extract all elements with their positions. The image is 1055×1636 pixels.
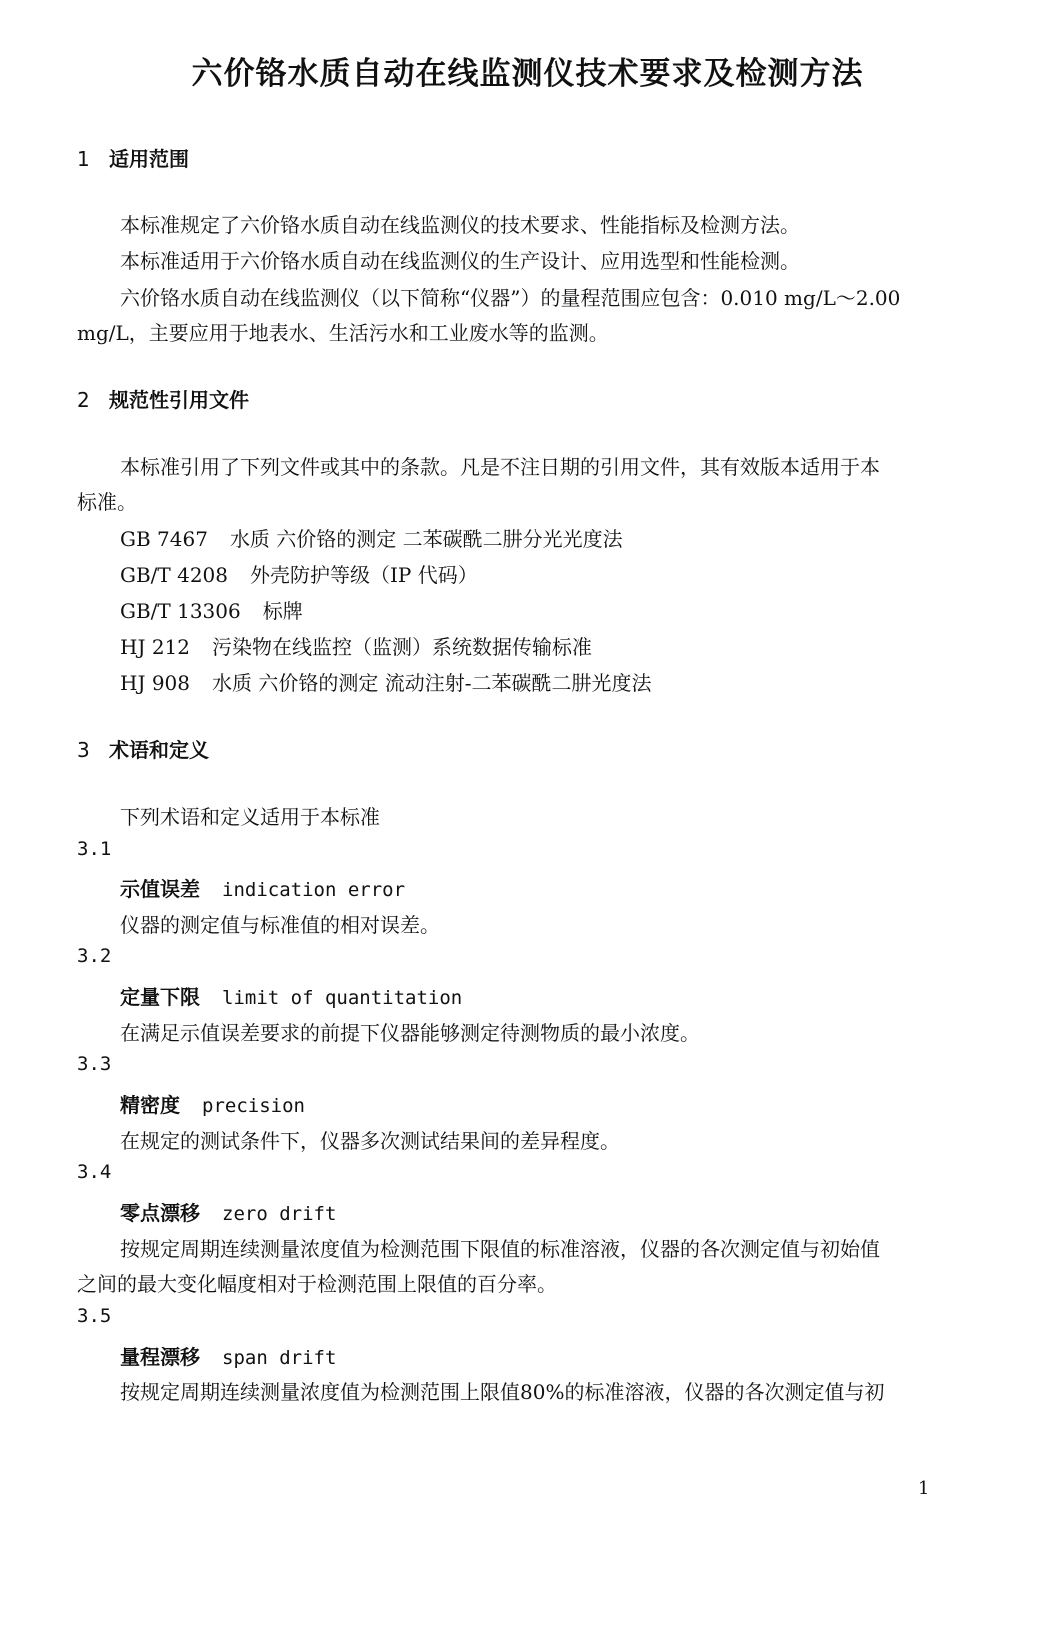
reference-item bbox=[120, 667, 651, 696]
reference-code: HJ 212 bbox=[120, 635, 190, 659]
section-title: 术语和定义 bbox=[109, 738, 209, 762]
reference-code: GB 7467 bbox=[120, 527, 208, 551]
term-cn: 量程漂移 bbox=[120, 1345, 200, 1369]
document-title: 六价铬水质自动在线监测仪技术要求及检测方法 bbox=[191, 56, 864, 92]
section-heading-2 bbox=[77, 384, 249, 413]
reference-item bbox=[120, 631, 592, 660]
term-definition: 按规定周期连续测量浓度值为检测范围下限值的标准溶液，仪器的各次测定值与初始值 bbox=[120, 1237, 880, 1261]
term-en: indication error bbox=[222, 879, 406, 901]
reference-name: 外壳防护等级（IP 代码） bbox=[250, 563, 478, 587]
section-number: 3 bbox=[77, 738, 90, 762]
paragraph: mg/L，主要应用于地表水、生活污水和工业废水等的监测。 bbox=[77, 321, 609, 345]
paragraph: 本标准引用了下列文件或其中的条款。凡是不注日期的引用文件，其有效版本适用于本 bbox=[120, 455, 880, 479]
term-en: limit of quantitation bbox=[222, 987, 463, 1009]
term-number: 3.4 bbox=[77, 1161, 112, 1183]
term-cn: 定量下限 bbox=[120, 985, 200, 1009]
reference-name: 水质 六价铬的测定 流动注射-二苯碳酰二肼光度法 bbox=[212, 671, 652, 695]
term-cn: 示值误差 bbox=[120, 877, 200, 901]
paragraph: 本标准规定了六价铬水质自动在线监测仪的技术要求、性能指标及检测方法。 bbox=[120, 213, 800, 237]
term-heading bbox=[120, 1341, 336, 1370]
term-number: 3.5 bbox=[77, 1305, 112, 1327]
reference-code: GB/T 13306 bbox=[120, 599, 241, 623]
reference-code: HJ 908 bbox=[120, 671, 190, 695]
reference-name: 标牌 bbox=[262, 599, 303, 623]
paragraph: 下列术语和定义适用于本标准 bbox=[120, 805, 380, 829]
paragraph: 六价铬水质自动在线监测仪（以下简称“仪器”）的量程范围应包含：0.010 mg/L～2.00 bbox=[120, 286, 901, 310]
term-definition: 在满足示值误差要求的前提下仪器能够测定待测物质的最小浓度。 bbox=[120, 1021, 700, 1045]
term-definition: 按规定周期连续测量浓度值为检测范围上限值80%的标准溶液，仪器的各次测定值与初 bbox=[120, 1380, 885, 1404]
term-number: 3.2 bbox=[77, 945, 112, 967]
section-number: 1 bbox=[77, 147, 90, 171]
section-heading-3 bbox=[77, 734, 209, 763]
reference-item bbox=[120, 595, 303, 624]
term-en: zero drift bbox=[222, 1203, 337, 1225]
reference-name: 污染物在线监控（监测）系统数据传输标准 bbox=[212, 635, 592, 659]
term-heading bbox=[120, 1197, 336, 1226]
term-en: precision bbox=[202, 1095, 305, 1117]
term-number: 3.1 bbox=[77, 838, 112, 860]
reference-name: 水质 六价铬的测定 二苯碳酰二肼分光光度法 bbox=[229, 527, 623, 551]
section-title: 规范性引用文件 bbox=[109, 388, 249, 412]
section-heading-1 bbox=[77, 143, 189, 172]
term-definition: 在规定的测试条件下，仪器多次测试结果间的差异程度。 bbox=[120, 1129, 620, 1153]
term-heading bbox=[120, 1089, 305, 1118]
reference-item bbox=[120, 559, 478, 588]
term-cn: 精密度 bbox=[120, 1093, 180, 1117]
paragraph: 标准。 bbox=[77, 490, 137, 514]
section-number: 2 bbox=[77, 388, 90, 412]
term-en: span drift bbox=[222, 1347, 337, 1369]
term-definition: 仪器的测定值与标准值的相对误差。 bbox=[120, 913, 440, 937]
term-number: 3.3 bbox=[77, 1053, 112, 1075]
term-cn: 零点漂移 bbox=[120, 1201, 200, 1225]
page-number: 1 bbox=[918, 1478, 930, 1499]
paragraph: 本标准适用于六价铬水质自动在线监测仪的生产设计、应用选型和性能检测。 bbox=[120, 249, 800, 273]
term-heading bbox=[120, 873, 405, 902]
section-title: 适用范围 bbox=[109, 147, 189, 171]
term-definition: 之间的最大变化幅度相对于检测范围上限值的百分率。 bbox=[77, 1272, 557, 1296]
reference-item bbox=[120, 523, 623, 552]
term-heading bbox=[120, 981, 462, 1010]
reference-code: GB/T 4208 bbox=[120, 563, 229, 587]
